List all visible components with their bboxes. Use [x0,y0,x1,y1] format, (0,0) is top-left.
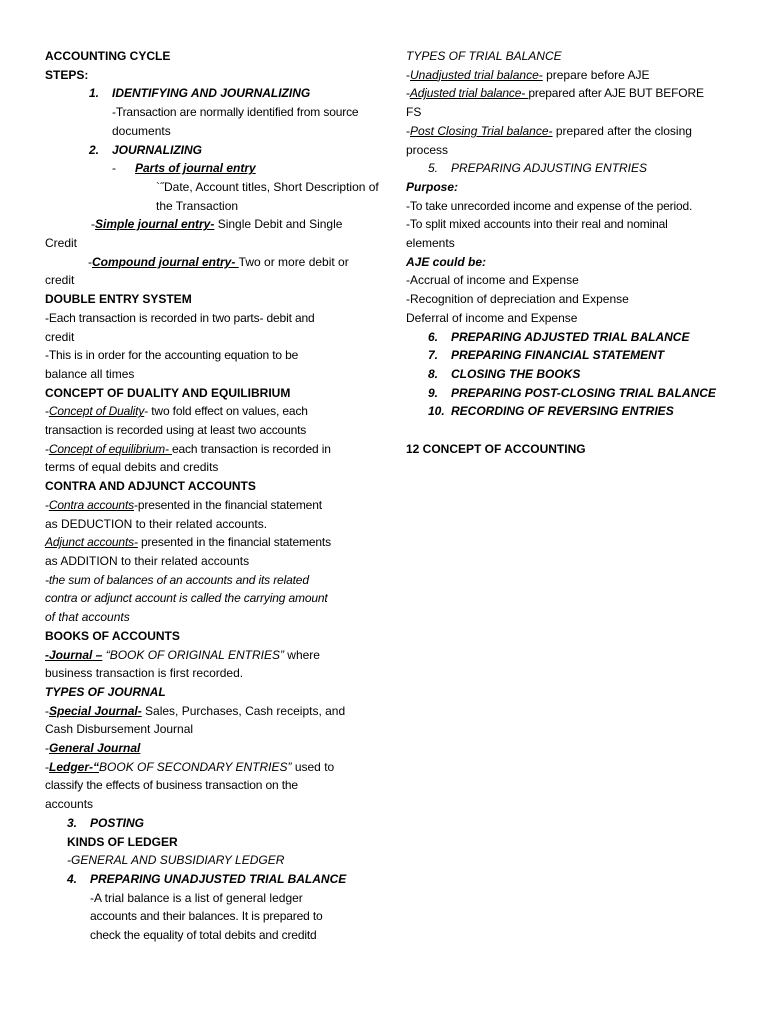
ledger-prefix: - [45,759,49,774]
post-closing-desc-cont: process [406,142,449,157]
compound-prefix: - [88,254,92,269]
step-2-label: JOURNALIZING [112,142,202,157]
journal-desc-cont: business transaction is first recorded. [45,666,244,681]
simple-desc: Single Debit and Single [214,217,343,232]
adjusted-prefix: - [406,86,410,101]
unadjusted-desc: prepare before AJE [542,67,650,82]
journal-term: -Journal – [45,647,103,662]
journal-desc: where [283,647,320,662]
adjusted-desc-cont: FS [406,105,422,120]
double-entry-heading: DOUBLE ENTRY SYSTEM [45,292,192,307]
step-4-desc-3: check the equality of total debits and creditd [90,928,317,943]
adjunct-desc: presented in the financial statements [137,535,331,550]
contra-desc-cont: as DEDUCTION to their related accounts. [45,516,268,531]
step-7 [406,346,726,365]
parts-dash: - [112,161,116,176]
equilibrium-prefix: - [45,441,49,456]
step-5 [406,159,726,178]
parts-description-cont: the Transaction [156,198,239,213]
aje-could-be-heading: AJE could be: [406,254,487,269]
step-10-label: RECORDING OF REVERSING ENTRIES [451,404,674,419]
ledger-desc-cont-2: accounts [45,797,94,812]
step-1-number: 1. [89,86,100,101]
equilibrium-desc: each transaction is recorded in [172,441,331,456]
kinds-of-ledger-desc: -GENERAL AND SUBSIDIARY LEDGER [67,853,285,868]
double-entry-1-cont: credit [45,329,75,344]
duality-term: Concept of Duality [48,404,145,419]
right-column [406,47,726,458]
adjunct-desc-cont: as ADDITION to their related accounts [45,553,250,568]
equilibrium-desc-cont: terms of equal debits and credits [45,460,219,475]
duality-desc: - two fold effect on values, each [144,404,308,419]
adjunct-accounts [45,533,363,552]
step-4-label: PREPARING UNADJUSTED TRIAL BALANCE [90,871,347,886]
contra-term: Contra accounts [48,497,134,512]
carrying-amount-1: -the sum of balances of an accounts and its related [45,572,309,587]
left-column [45,47,379,945]
adjusted-term: Adjusted trial balance- [409,86,529,101]
spacer [406,421,726,440]
step-10-number: 10. [428,404,445,419]
compound-desc: Two or more debit or [238,254,349,269]
purpose-2-cont: elements [406,236,455,251]
concept-of-duality [45,402,363,421]
compound-desc-cont: credit [45,273,75,288]
books-of-accounts-heading: BOOKS OF ACCOUNTS [45,628,180,643]
contra-desc: -presented in the financial statement [134,497,322,512]
step-6-label: PREPARING ADJUSTED TRIAL BALANCE [451,329,690,344]
simple-term: Simple journal entry- [95,217,215,232]
ledger-quote: BOOK OF SECONDARY ENTRIES” [99,759,292,774]
carrying-amount-3: of that accounts [45,610,130,625]
post-closing-term: Post Closing Trial balance- [410,123,553,138]
step-3 [45,814,363,833]
special-journal [45,702,363,721]
aje-1: -Accrual of income and Expense [406,273,579,288]
simple-journal-entry [45,215,363,234]
aje-2: -Recognition of depreciation and Expense [406,292,629,307]
simple-prefix: - [91,217,95,232]
step-1-label: IDENTIFYING AND JOURNALIZING [112,86,311,101]
duality-desc-cont: transaction is recorded using at least two accounts [45,423,307,438]
contra-accounts [45,496,363,515]
compound-journal-entry [45,253,363,272]
step-1 [45,84,363,103]
steps-heading: STEPS: [45,67,89,82]
step-4-desc-2: accounts and their balances. It is prepared to [90,909,323,924]
step-3-number: 3. [67,815,78,830]
double-entry-2: -This is in order for the accounting equation to be [45,348,299,363]
step-1-description: -Transaction are normally identified from source [112,105,359,120]
simple-desc-cont: Credit [45,236,78,251]
contra-prefix: - [45,497,49,512]
double-entry-1: -Each transaction is recorded in two parts- debit and [45,310,315,325]
concept-of-equilibrium [45,440,363,459]
purpose-2: -To split mixed accounts into their real and nominal [406,217,668,232]
general-journal [45,739,363,758]
unadjusted-prefix: - [406,67,410,82]
twelve-concepts-heading: 12 CONCEPT OF ACCOUNTING [406,441,586,456]
step-6 [406,328,726,347]
ledger-term: Ledger-“ [49,759,100,774]
step-8-number: 8. [428,366,439,381]
general-term: General Journal [49,741,141,756]
parts-description: `˝Date, Account titles, Short Description of [156,179,379,194]
adjusted-desc: prepared after AJE BUT BEFORE [528,86,704,101]
step-3-label: POSTING [90,815,145,830]
step-5-label: PREPARING ADJUSTING ENTRIES [451,161,648,176]
carrying-amount-2: contra or adjunct account is called the carrying amount [45,591,328,606]
kinds-of-ledger-heading: KINDS OF LEDGER [67,834,178,849]
purpose-heading: Purpose: [406,179,459,194]
step-1-description-cont: documents [112,123,171,138]
step-5-number: 5. [428,161,439,176]
step-7-number: 7. [428,348,439,363]
unadjusted-term: Unadjusted trial balance- [410,67,543,82]
adjusted-trial-balance [406,84,726,103]
types-of-trial-balance-heading: TYPES OF TRIAL BALANCE [406,49,562,63]
aje-3: Deferral of income and Expense [406,310,578,325]
parts-term: Parts of journal entry [135,161,256,176]
ledger-desc-cont: classify the effects of business transaction on the [45,778,298,793]
post-closing-prefix: - [406,123,410,138]
types-of-journal-heading: TYPES OF JOURNAL [45,684,166,699]
purpose-1: -To take unrecorded income and expense of the period. [406,198,693,213]
accounting-cycle-heading: ACCOUNTING CYCLE [45,49,171,63]
special-desc-cont: Cash Disbursement Journal [45,722,194,737]
special-prefix: - [45,703,49,718]
duality-equilibrium-heading: CONCEPT OF DUALITY AND EQUILIBRIUM [45,385,291,400]
step-9-label: PREPARING POST-CLOSING TRIAL BALANCE [451,385,716,400]
unadjusted-trial-balance [406,66,726,85]
parts-of-journal-entry [45,159,363,178]
post-closing-desc: prepared after the closing [552,123,692,138]
step-4-number: 4. [67,871,78,886]
step-9 [406,384,726,403]
contra-adjunct-heading: CONTRA AND ADJUNCT ACCOUNTS [45,479,256,494]
step-4-desc-1: -A trial balance is a list of general ledger [90,890,303,905]
ledger-desc: used to [291,759,335,774]
step-9-number: 9. [428,385,439,400]
step-8-label: CLOSING THE BOOKS [451,366,581,381]
step-6-number: 6. [428,329,439,344]
special-desc: Sales, Purchases, Cash receipts, and [141,703,346,718]
step-2-number: 2. [89,142,100,157]
equilibrium-term: Concept of equilibrium- [48,441,172,456]
adjunct-term: Adjunct accounts- [45,535,138,550]
compound-term: Compound journal entry- [92,254,239,269]
ledger-definition [45,758,363,777]
step-7-label: PREPARING FINANCIAL STATEMENT [451,348,665,363]
double-entry-2-cont: balance all times [45,366,135,381]
step-2 [45,141,363,160]
general-prefix: - [45,741,49,756]
step-8 [406,365,726,384]
duality-prefix: - [45,404,49,419]
step-4 [45,870,363,889]
step-10 [406,402,726,421]
journal-definition [45,646,363,665]
special-term: Special Journal- [49,703,142,718]
post-closing-trial-balance [406,122,726,141]
journal-quote: “BOOK OF ORIGINAL ENTRIES” [102,647,284,662]
